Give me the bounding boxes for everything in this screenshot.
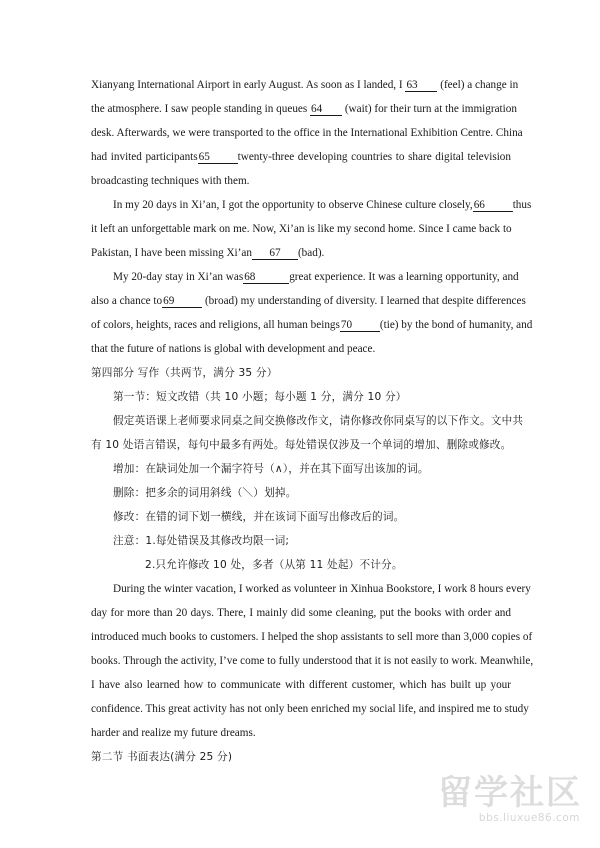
essay-line-7: harder and realize my future dreams. [91,727,256,739]
note-1: 注意：1.每处错误及其修改均限一词; [113,535,290,547]
section4-heading: 第四部分 写作（共两节，满分 35 分） [91,367,278,379]
site-watermark [436,774,586,834]
part1-heading: 第一节：短文改错（共 10 小题；每小题 1 分，满分 10 分） [113,391,407,403]
p1-line-2: the atmosphere. I saw people standing in queues 64 (wait) for their turn at the immigration [91,103,517,115]
add-rule: 增加：在缺词处加一个漏字符号（∧），并在其下面写出该加的词。 [113,463,429,475]
p2-line-3: Pakistan, I have been missing Xi’an 67 (bad). [91,247,325,259]
p1-line-5: broadcasting techniques with them. [91,175,250,187]
blank-64: 64 [310,103,342,116]
p1-line-4: had invited participants65 twenty-three developing countries to share digital television [91,151,511,163]
blank-69: 69 [162,295,202,308]
essay-line-1: During the winter vacation, I worked as volunteer in Xinhua Bookstore, I work 8 hours every [113,583,531,595]
blank-70: 70 [340,319,380,332]
instructions-line-1: 假定英语课上老师要求同桌之间交换修改作文，请你修改你同桌写的以下作文。文中共 [113,415,524,427]
p1-line-3: desk. Afterwards, we were transported to the office in the International Exhibition Centre. China [91,127,523,139]
essay-line-2: day for more than 20 days. There, I mainly did some cleaning, put the books with order and [91,607,511,619]
essay-line-6: confidence. This great activity has not only been enriched my social life, and inspired me to study [91,703,529,715]
essay-line-5: I have also learned how to communicate with different customer, which has built up your [91,679,511,691]
modify-rule: 修改：在错的词下划一横线，并在该词下面写出修改后的词。 [113,511,405,523]
p2-line-2: it left an unforgettable mark on me. Now, Xi’an is like my second home. Since I came back to [91,223,512,235]
p3-line-4: that the future of nations is global with development and peace. [91,343,376,355]
blank-63: 63 [405,79,437,92]
delete-rule: 删除：把多余的词用斜线（＼）划掉。 [113,487,297,499]
instructions-line-2: 有 10 处语言错误，每句中最多有两处。每处错误仅涉及一个单词的增加、删除或修改。 [91,439,512,451]
p3-line-2: also a chance to69 (broad) my understanding of diversity. I learned that despite differences [91,295,526,307]
part2-heading: 第二节 书面表达(满分 25 分) [91,751,233,763]
essay-line-3: introduced much books to customers. I helped the shop assistants to sell more than 3,000 copies of [91,631,533,643]
essay-line-4: books. Through the activity, I’ve come to fully understood that it is not easily to work. Meanwhile, [91,655,534,667]
note-2: 2.只允许修改 10 处，多者（从第 11 处起）不计分。 [145,559,403,571]
p1-line-1: Xianyang International Airport in early August. As soon as I landed, I 63 (feel) a change in [91,79,519,91]
blank-68: 68 [243,271,289,284]
blank-65: 65 [198,151,238,164]
blank-67: 67 [252,247,298,260]
p2-line-1: In my 20 days in Xi’an, I got the opportunity to observe Chinese culture closely,66 thus [113,199,532,211]
p3-line-1: My 20-day stay in Xi’an was68 great experience. It was a learning opportunity, and [113,271,519,283]
blank-66: 66 [473,199,513,212]
watermark-url: bbs.liuxue86.com [478,812,580,824]
watermark-logo: 留学社区 [438,773,582,813]
p3-line-3: of colors, heights, races and religions, all human beings70 (tie) by the bond of humanity, and [91,319,533,331]
